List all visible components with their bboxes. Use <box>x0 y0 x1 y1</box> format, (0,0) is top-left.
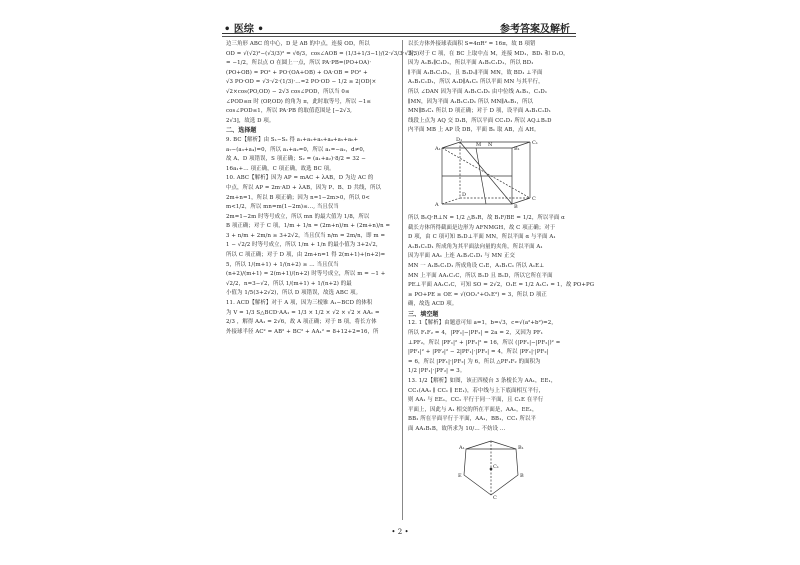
svg-text:C: C <box>493 494 497 501</box>
right-column-text-line: PE⊥平面 AA₁C₁C，可知 SO = 2√2，O₁E = 1/2 A₁C₁ = 1，故 PO+PG <box>408 282 595 289</box>
left-column-section-heading: 二、选择题 <box>226 127 257 135</box>
left-column-text-line: √2/2，n=3−√2，所以 1/(m+1) + 1/(n+2) 的最 <box>226 280 352 287</box>
svg-text:D₁: D₁ <box>456 136 463 143</box>
page-number: • 2 • <box>391 528 409 536</box>
left-column-text-line: 2m=1−2m 时等号成立，所以 mn 的最大值为 1/8，所以 <box>226 213 370 220</box>
header-title: 参考答案及解析 <box>500 24 570 35</box>
right-column-text-line: BB₁ 所在平面平行于平面，AA₁，BB₁，CC₁ 所以平 <box>408 416 536 423</box>
right-column-text-line: A₁B₁C₁D₁，所以 A₁D∥A₁C₁ 所以平面 MN 与其平行， <box>408 79 544 86</box>
right-column-text-line: MN∥B₁C₁ 所以 D 项正确；对于 D 项，设平面 A₁B₁C₁D₁ <box>408 108 551 115</box>
right-column-text-line: 截长方体所得截面是边形为 AFNMGH，故 C 项正确；对于 <box>408 224 556 231</box>
svg-text:D: D <box>462 191 467 198</box>
right-column-text-line: 因为平面 AA₁ 上连 A₁B₁C₁D₁ 与 MN 正交 <box>408 253 515 260</box>
svg-text:C₁: C₁ <box>493 463 500 470</box>
left-column-text-line: 3 + n/m + 2m/n ≥ 3+2√2，当且仅当 n/m = 2m/n，即 m = <box>226 232 386 239</box>
right-column-text-line: 线段上点为 AQ 交 D₁B，所以平面 CC₁D₁ 所以 AQ⊥B₁D <box>408 117 552 124</box>
svg-text:C: C <box>532 195 536 202</box>
left-column-text-line: 所以 C 项正确；对于 D 项，由 2m+n=1 得 2(m+1)+(n+2)= <box>226 252 386 259</box>
left-column-text-line: √2×cos⟨PO,OD⟩ − 2√3 cos∠POD，所以当 0≤ <box>226 88 350 95</box>
left-column-text-line: (PO+OB) = PO² + PO·(OA+OB) + OA·OB = PO² + <box>226 69 368 76</box>
header-rule-thin <box>222 36 576 37</box>
left-column-text-line: cos∠POD≤1，所以 PA·PB 的取值范围是 [−2√3, <box>226 108 352 115</box>
left-column-text-line: 5，所以 1/(m+1) + 1/(n+2) ≥ ... 当且仅当 <box>226 261 339 268</box>
cuboid-figure <box>426 138 546 212</box>
left-column-text-line: 故 A、D 项错误，S 项正确；S₂ = (a₁+a₂)·8/2 = 32 − <box>226 156 366 163</box>
right-column-text-line: |PF₁|² + |PF₂|² − 2|PF₁|·|PF₂| = 4，所以 |PF₁|·|PF₂| <box>408 349 549 356</box>
left-column-text-line: 2m+n=1，所以 B 项正确；因为 n=1−2m>0，所以 0< <box>226 194 370 201</box>
header-rule <box>222 33 576 34</box>
right-column-text-line: ∥平面 A₁B₁C₁D₁，且 B₁D₁∥平面 MN，故 BD₁ ⊥平面 <box>408 69 543 76</box>
left-column-text-line: = −1/2，所以点 O 在圆上一点，所以 PA·PB=(PO+OA)· <box>226 60 372 67</box>
right-column-text-line: 1/2 |PF₁|·|PF₂| = 3。 <box>408 368 466 375</box>
right-column-text-line: ≥ PO+PE ≥ OE = √(OO₁²+O₁E²) = 3，所以 D 项正 <box>408 291 547 298</box>
right-column-text-line: 内平面 MB 上 AP 设 DB，平面 B₁ 取 AB，点 AH。 <box>408 127 540 134</box>
left-column-text-line: 9. BC【解析】由 S₁−S₂ 得 a₁+a₂+a₃+a₄+a₅+a₆+ <box>226 136 359 143</box>
right-column-text-line: CC₁(AA₁ ∥ CC₁ ∥ EE₁)，若中线与上下底面相互平行， <box>408 387 544 394</box>
left-column-text-line: 中点，所以 AP = 2m·AD + λAB，因为 P、B、D 共线，所以 <box>226 184 382 191</box>
left-column-text-line: 2√3]，故选 D 项。 <box>226 117 275 124</box>
right-column-text-line: MN 一 A₁B₁C₁D₁ 所成角设 C₁E，A₁B₁C₁ 所以 A₁E⊥ <box>408 262 545 269</box>
right-column <box>408 40 595 501</box>
right-column-text-line: 因为 A₁B₁∥C₁D₁，所以平面 A₁B₁C₁D₁，所以 BD₁ <box>408 60 534 67</box>
left-column-text-line: 小值为 1/5(3+2√2)，所以 D 项错误，故选 ABC 项。 <box>226 290 362 297</box>
right-column-text-line: D 项，由 C 项可知 B₁D⊥平面 MN，所以平面 α 与平面 A₁ <box>408 234 556 241</box>
left-column-text-line: (n+2)/(m+1) = 2(m+1)/(n+2) 时等号成立，所以 m = −1 + <box>226 271 386 278</box>
left-column-text-line: OD = √(√2)²−(√3/3)² = √6/3，cos∠AOB = (1/3+1/3−1)/(2·√3/3·√3/3) <box>226 50 420 57</box>
left-column-text-line: 16a₁+... 项正确，C 项正确，故选 BC 项。 <box>226 165 335 172</box>
svg-text:M: M <box>476 141 482 148</box>
svg-text:N: N <box>488 141 493 148</box>
right-column-top <box>408 40 578 136</box>
header-subject: • 医综 • <box>224 24 264 35</box>
left-column-text-line: B 项正确；对于 C 项，1/m + 1/n = (2m+n)/m + (2m+n)/n = <box>226 223 391 230</box>
right-column-text-line: 确，故选 ACD 项。 <box>408 301 458 308</box>
left-column-text-line: m<1/2，所以 mn=m(1−2m)≤..., 当且仅当 <box>226 204 339 211</box>
svg-text:A₁: A₁ <box>459 444 465 451</box>
svg-text:B: B <box>520 472 524 479</box>
left-column-text-line: √3 PO·OD = √3·√2·(1/3)·...=2 PO·OD − 1/2 ≥ 2|OD|× <box>226 79 377 86</box>
right-column-text-line: 13. 1/2【解析】如图，该正四棱台 3 条棱长为 AA₁，EE₁， <box>408 378 557 385</box>
right-column-text-line: ⊥PF₂，所以 |PF₁|² + |PF₂|² = 16，所以 (|PF₁|−|PF₂|)² = <box>408 339 561 346</box>
column-divider <box>402 40 403 520</box>
svg-text:B₁: B₁ <box>518 444 524 451</box>
left-column-text-line: 11. ACD【解析】对于 A 项，因为三棱锥 A₁−BCD 的体积 <box>226 300 373 307</box>
right-column-text-line: 12. 1【解析】由题意可知 a=1，b=√3，c=√(a²+b²)=2， <box>408 320 557 327</box>
left-column <box>226 40 420 337</box>
svg-text:A₁: A₁ <box>435 145 441 152</box>
left-column-text-line: 2/3 ，解得 AA₁ = 2√6，故 A 项正确；对于 B 项，将长方体 <box>226 319 377 326</box>
right-column-text-line: 平面上，因此与 A₁ 相交的所在平面是，AA₁，EE₁， <box>408 406 538 413</box>
right-column-text-line: 则 AA₁ 与 EE₁，CC₁ 平行于同一平面，且 C₁E 在平行 <box>408 397 544 404</box>
svg-text:A: A <box>435 201 439 208</box>
right-column-text-line: 所以 F₁F₂ = 4，|PF₁|−|PF₂| = 2a = 2，又因为 PF₁ <box>408 330 543 337</box>
right-column-text-line: 所以 ∠DAN 因为平面 A₁B₁C₁D₁ 由中位线 A₁B₁，C₁D₁ <box>408 88 548 95</box>
right-column-text-line: 以长方体外接球表面积 S=4πR² = 16π，故 B 项错 <box>408 41 536 47</box>
svg-text:E: E <box>458 472 462 479</box>
left-column-text-line: ∠POD≤π 时 ⟨OP,OD⟩ 的角为 π，此时取等号，所以 −1≤ <box>226 98 371 105</box>
right-column-section-heading: 三、填空题 <box>408 310 439 318</box>
right-column-bottom <box>408 214 595 435</box>
right-column-text-line: 面 AA₁B₁B，故所求为 10/... 不妨设 ... <box>408 426 506 432</box>
left-column-text-line: 边三角形 ABC 的中心，D 是 AB 的中点，连接 OD，所以 <box>226 41 370 47</box>
right-column-text-line: ∥MN，因为平面 A₁B₁C₁D₁ 所以 MN∥A₁B₁，所以 <box>408 98 533 105</box>
left-column-text-line: 为 V = 1/3 S△BCD·AA₁ = 1/3 × 1/2 × √2 × √2 × AA₁ = <box>226 309 380 316</box>
right-column-text-line: A₁B₁C₁D₁ 所成角为其平面法向量的夹角，所以平面 A₁ <box>408 243 543 250</box>
svg-text:C₁: C₁ <box>532 139 539 146</box>
svg-text:B₁: B₁ <box>514 145 520 152</box>
left-column-text-line: a₇−(a₃+a₄)=0，所以 a₁+a₂=0，所以 a₁=−a₂，d≠0， <box>226 146 369 153</box>
right-column-text-line: 所以 B₁Q·R⊥N = 1/2 △B₁R，故 B₁F/BE = 1/2，所以平面 α <box>408 214 565 221</box>
right-column-text-line: 误；对于 C 项，在 BC 上取中点 M，连接 MD₁，BD₁ 和 D₁O， <box>408 50 569 57</box>
left-column-text-line: 1 − √2/2 时等号成立，所以 1/m + 1/n 的最小值为 3+2√2， <box>226 242 382 249</box>
left-column-text-line: 10. ABC【解析】因为 AP = mAC + λAB，D 为边 AC 的 <box>226 175 374 182</box>
svg-text:B: B <box>514 203 518 210</box>
right-column-text-line: MN 上平面 AA₁C₁C，所以 B₁D 且 B₁D，所以它所在平面 <box>408 272 553 279</box>
right-column-text-line: = 6，所以 |PF₁|·|PF₂| 为 6，所以 △PF₁F₂ 的面积为 <box>408 358 541 365</box>
left-column-text-line: 外接球半径 AC² = AB² + BC² + AA₁² = 8+12+2=16，所 <box>226 328 379 335</box>
frustum-figure <box>456 437 526 501</box>
